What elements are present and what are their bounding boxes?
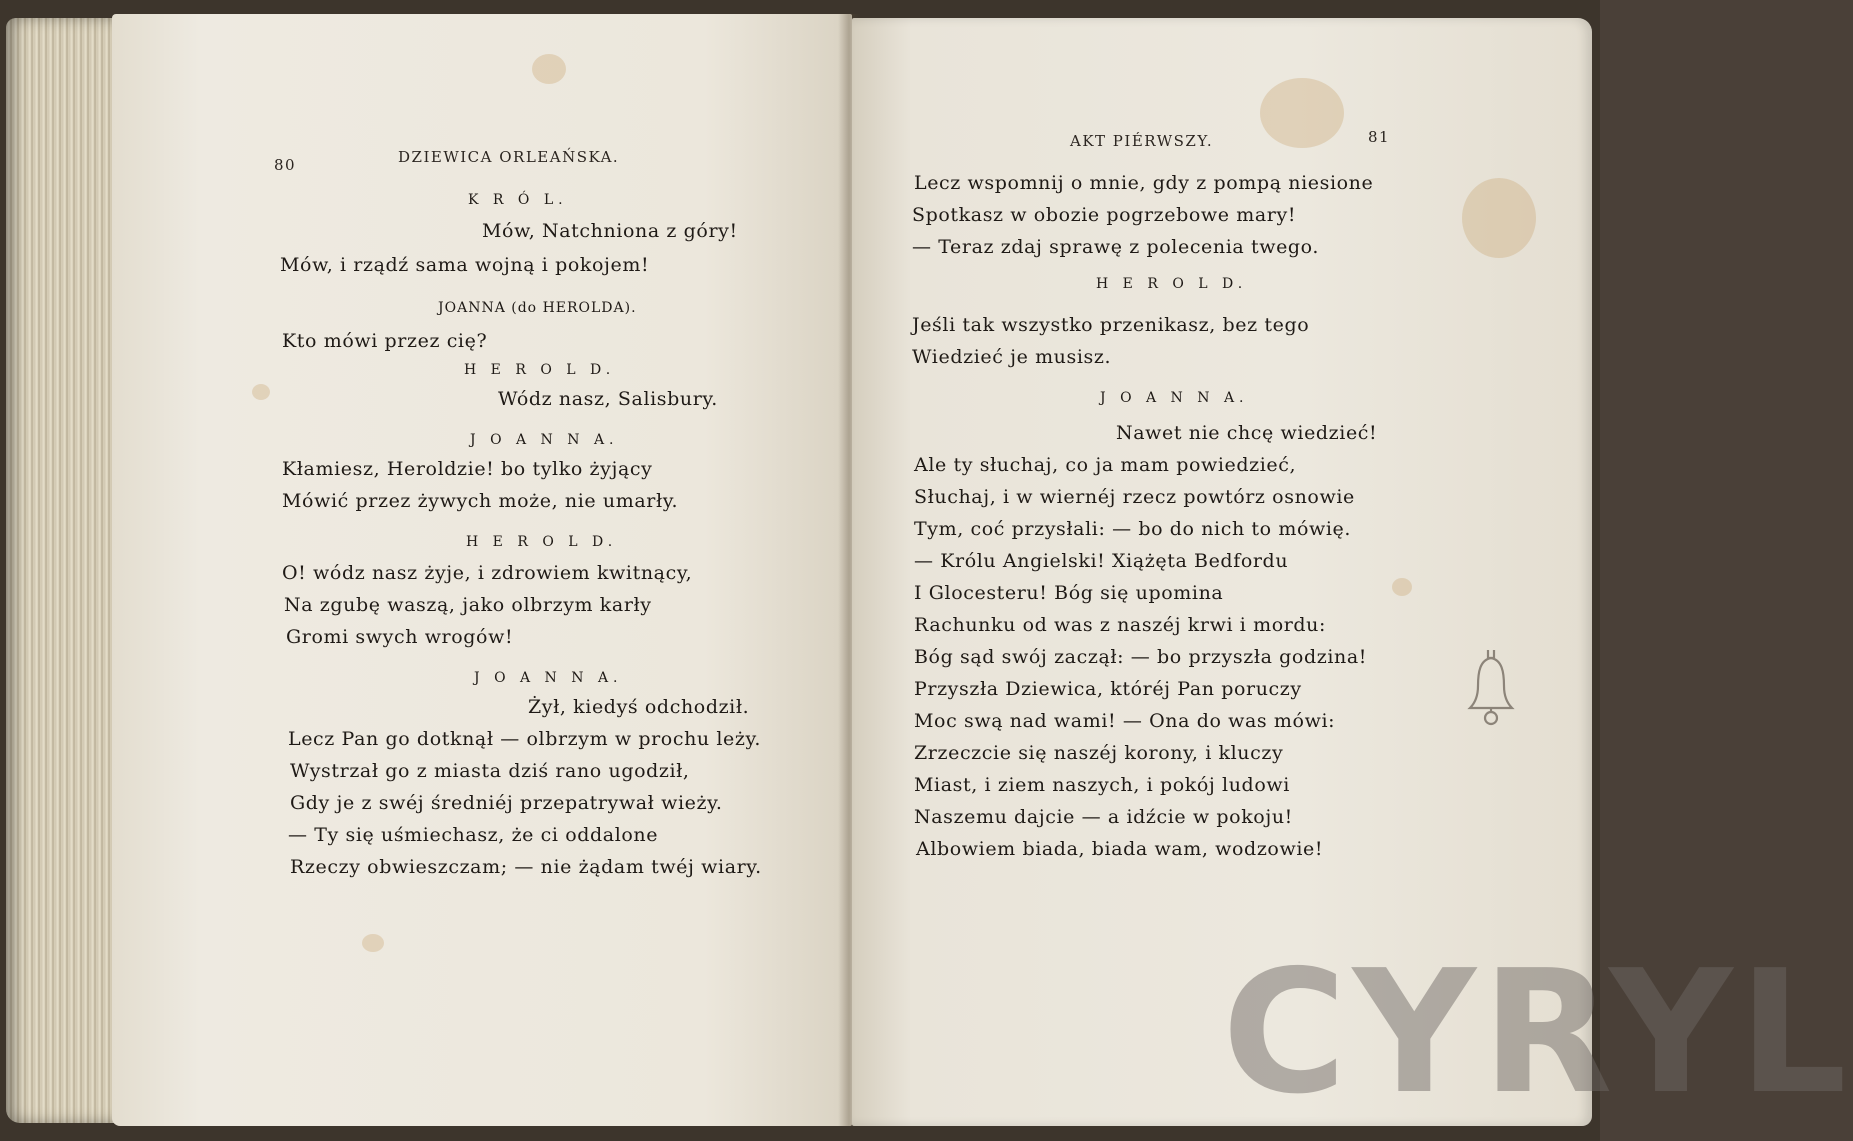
left-page <box>112 14 852 1126</box>
stain <box>1392 578 1412 596</box>
verse-line: Mówić przez żywych może, nie umarły. <box>282 490 679 512</box>
verse-line: Na zgubę waszą, jako olbrzym karły <box>284 594 652 616</box>
speaker-name: H E R O L D. <box>464 362 616 378</box>
verse-line: Bóg sąd swój zaczął: — bo przyszła godzina! <box>914 646 1367 668</box>
running-head: AKT PIÉRWSZY. <box>1070 132 1214 150</box>
stain <box>1462 178 1536 258</box>
verse-line: Tym, coć przysłali: — bo do nich to mówię. <box>914 518 1352 540</box>
verse-line: Rachunku od was z naszéj krwi i mordu: <box>914 614 1327 636</box>
verse-line: O! wódz nasz żyje, i zdrowiem kwitnący, <box>282 562 693 584</box>
verse-line: — Teraz zdaj sprawę z polecenia twego. <box>912 236 1320 258</box>
speaker-name: J O A N N A. <box>474 670 623 686</box>
page-number: 81 <box>1368 128 1391 146</box>
stain <box>1260 78 1344 148</box>
verse-line: Mów, Natchniona z góry! <box>482 220 738 242</box>
speaker-name: H E R O L D. <box>466 534 618 550</box>
verse-line: Wiedzieć je musisz. <box>912 346 1112 368</box>
verse-line: Mów, i rządź sama wojną i pokojem! <box>280 254 650 276</box>
speaker-name: H E R O L D. <box>1096 276 1248 292</box>
verse-line: I Glocesteru! Bóg się upomina <box>914 582 1224 604</box>
verse-line: Miast, i ziem naszych, i pokój ludowi <box>914 774 1290 796</box>
watermark: CYRYL <box>1222 934 1853 1132</box>
verse-line: Moc swą nad wami! — Ona do was mówi: <box>914 710 1336 732</box>
running-head: DZIEWICA ORLEAŃSKA. <box>398 148 620 166</box>
stain <box>532 54 566 84</box>
verse-line: — Królu Angielski! Xiążęta Bedfordu <box>914 550 1289 572</box>
verse-line: Lecz wspomnij o mnie, gdy z pompą niesione <box>914 172 1374 194</box>
verse-line: Zrzeczcie się naszéj korony, i kluczy <box>914 742 1284 764</box>
verse-line: Naszemu dajcie — a idźcie w pokoju! <box>914 806 1293 828</box>
page-number: 80 <box>274 156 297 174</box>
verse-line: Słuchaj, i w wiernéj rzecz powtórz osnowie <box>914 486 1355 508</box>
verse-line: Wystrzał go z miasta dziś rano ugodził, <box>290 760 690 782</box>
stain <box>362 934 384 952</box>
verse-line: Żył, kiedyś odchodził. <box>528 696 750 718</box>
bell-stamp-icon <box>1466 646 1516 736</box>
speaker-name: J O A N N A. <box>470 432 619 448</box>
verse-line: Jeśli tak wszystko przenikasz, bez tego <box>912 314 1310 336</box>
verse-line: Wódz nasz, Salisbury. <box>498 388 718 410</box>
stain <box>252 384 270 400</box>
verse-line: Kto mówi przez cię? <box>282 330 488 352</box>
speaker-name: JOANNA (do HEROLDA). <box>438 300 637 316</box>
verse-line: Gdy je z swéj średniéj przepatrywał wieży. <box>290 792 723 814</box>
verse-line: Spotkasz w obozie pogrzebowe mary! <box>912 204 1297 226</box>
verse-line: Ale ty słuchaj, co ja mam powiedzieć, <box>914 454 1297 476</box>
verse-line: Lecz Pan go dotknął — olbrzym w prochu leży. <box>288 728 761 750</box>
verse-line: Rzeczy obwieszczam; — nie żądam twéj wiary. <box>290 856 762 878</box>
verse-line: Albowiem biada, biada wam, wodzowie! <box>916 838 1324 860</box>
verse-line: Gromi swych wrogów! <box>286 626 514 648</box>
speaker-name: K R Ó L. <box>468 192 568 208</box>
verse-line: — Ty się uśmiechasz, że ci oddalone <box>288 824 659 846</box>
verse-line: Kłamiesz, Heroldzie! bo tylko żyjący <box>282 458 653 480</box>
verse-line: Przyszła Dziewica, któréj Pan poruczy <box>914 678 1302 700</box>
page-edges <box>6 18 126 1123</box>
speaker-name: J O A N N A. <box>1100 390 1249 406</box>
verse-line: Nawet nie chcę wiedzieć! <box>1116 422 1378 444</box>
